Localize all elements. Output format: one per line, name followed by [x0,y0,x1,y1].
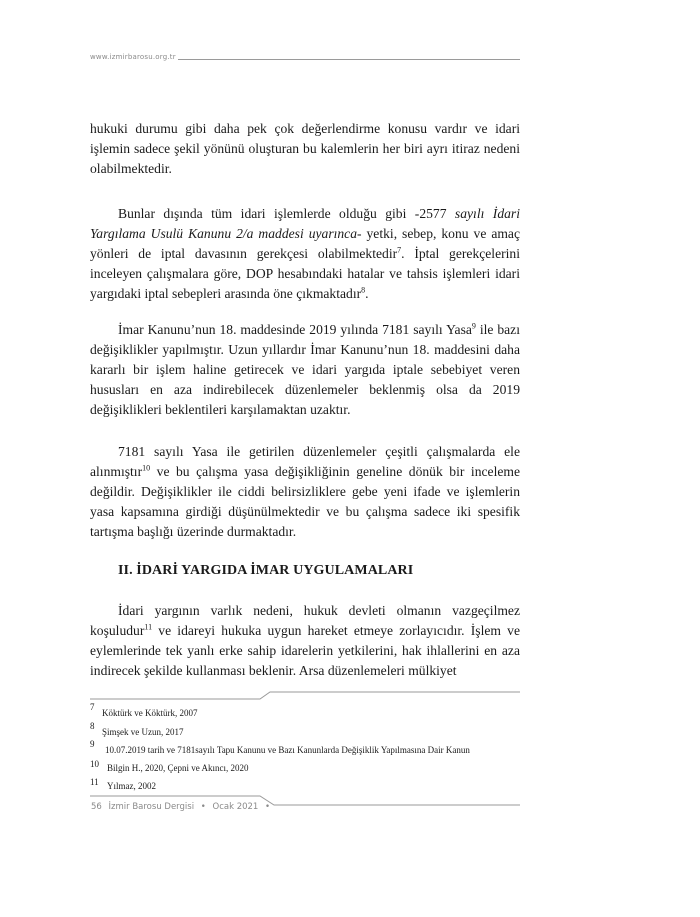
paragraph-4-text-a: 7181 sayılı Yasa ile getirilen düzenlemeler çeşitli çalışmalarda ele alınmıştır [90,444,520,479]
paragraph-5-text-a: İdari yargının varlık nedeni, hukuk devleti olmanın vazgeçilmez koşuludur [90,603,520,638]
footnote-item [90,739,530,762]
paragraph-3-text-b: ile bazı değişiklikler yapılmıştır. Uzun yıllardır İmar Kanunu’nun 18. maddesini daha kararlı bir işlem haline getirecek ve idari yargıda iptale sebebiyet veren hususları en aza indirebilecek düzenlemeler beklenmiş olsa da 2019 değişiklikleri beklentileri karşılamaktan uzaktır. [90,322,520,417]
footer-bullet: • [200,802,206,812]
paragraph-3-text-a: İmar Kanunu’nun 18. maddesinde 2019 yılında 7181 sayılı Yasa [118,322,472,337]
paragraph-4-text-b: ve bu çalışma yasa değişikliğinin geneline dönük bir inceleme değildir. Değişiklikler ile ciddi belirsizliklere gebe yeni ifade ve işlemlerin yasa kapsamına girdiği düşünülmektedir ve bu çalışma sadece iki spesifik tartışma başlığı üzerinde durmaktadır. [90,464,520,539]
footnote-text: Yılmaz, 2002 [107,781,156,791]
footnote-text: Şimşek ve Uzun, 2017 [102,726,184,737]
paragraph-2-text-d: . [365,286,369,301]
footnote-item [90,720,530,744]
page-footer [91,802,274,812]
footnote-separator [80,690,530,704]
section-heading: II. İDARİ YARGIDA İMAR UYGULAMALARI [118,563,414,578]
paragraph-5 [90,601,520,681]
paragraph-2-text-c: . İptal gerekçelerini inceleyen çalışmalara göre, DOP hesabındaki hatalar ve tahsis işlemleri idari yargıdaki iptal sebepleri arasında öne çıkmaktadır [90,246,520,301]
footnote-number: 10 [90,758,99,769]
issue-date: Ocak 2021 [212,802,259,812]
footnote-number: 11 [90,777,99,787]
footnote-number: 7 [90,702,95,712]
paragraph-2-text-a: Bunlar dışında tüm idari işlemlerde olduğu gibi -2577 [118,206,455,221]
paragraph-1-text: hukuki durumu gibi daha pek çok değerlendirme konusu vardır ve idari işlemin sadece şekil yönünü oluşturan bu kalemlerin her biri ayrı itiraz nedeni olabilmektedir. [90,121,520,176]
paragraph-2-text-b: - yetki, sebep, konu ve amaç yönleri de iptal davasının gerekçesi olabilmektedir [90,226,520,261]
footnote-item [90,758,530,781]
paragraph-3 [90,320,520,420]
footnote-ref-8[interactable]: 8 [361,285,366,295]
footnote-ref-11[interactable]: 11 [144,622,153,632]
footnote-number: 9 [90,739,95,749]
footnote-ref-9[interactable]: 9 [471,321,476,331]
footnote-ref-10[interactable]: 10 [142,463,151,473]
footnote-text: 10.07.2019 tarih ve 7181sayılı Tapu Kanunu ve Bazı Kanunlarda Değişiklik Yapılmasına Dair Kanun [105,745,470,755]
footnote-item [90,702,530,725]
footnote-number: 8 [90,720,95,731]
paragraph-2-italic: sayılı İdari Yargılama Usulü Kanunu 2/a maddesi uyarınca [90,206,520,241]
footnote-ref-7[interactable]: 7 [397,245,402,255]
footnote-text: Köktürk ve Köktürk, 2007 [102,708,198,718]
paragraph-5-text-b: ve idareyi hukuka uygun hareket etmeye zorlayıcıdır. İşlem ve eylemlerinde tek yanlı erke sahip idarelerin yetkilerini, hak ihlallerini en aza indirecek şekilde kullanması beklenir. Arsa düzenlemeleri mülkiyet [90,623,520,678]
header-url: www.izmirbarosu.org.tr [90,53,176,61]
header-rule [178,59,520,60]
footnotes [90,702,530,799]
footnote-text: Bilgin H., 2020, Çepni ve Akıncı, 2020 [107,762,249,773]
paragraph-4 [90,442,520,542]
paragraph-1 [90,119,520,179]
journal-name: İzmir Barosu Dergisi [108,802,195,812]
page-number: 56 [91,802,102,812]
footer-bullet: • [265,802,271,812]
paragraph-2 [90,204,520,304]
